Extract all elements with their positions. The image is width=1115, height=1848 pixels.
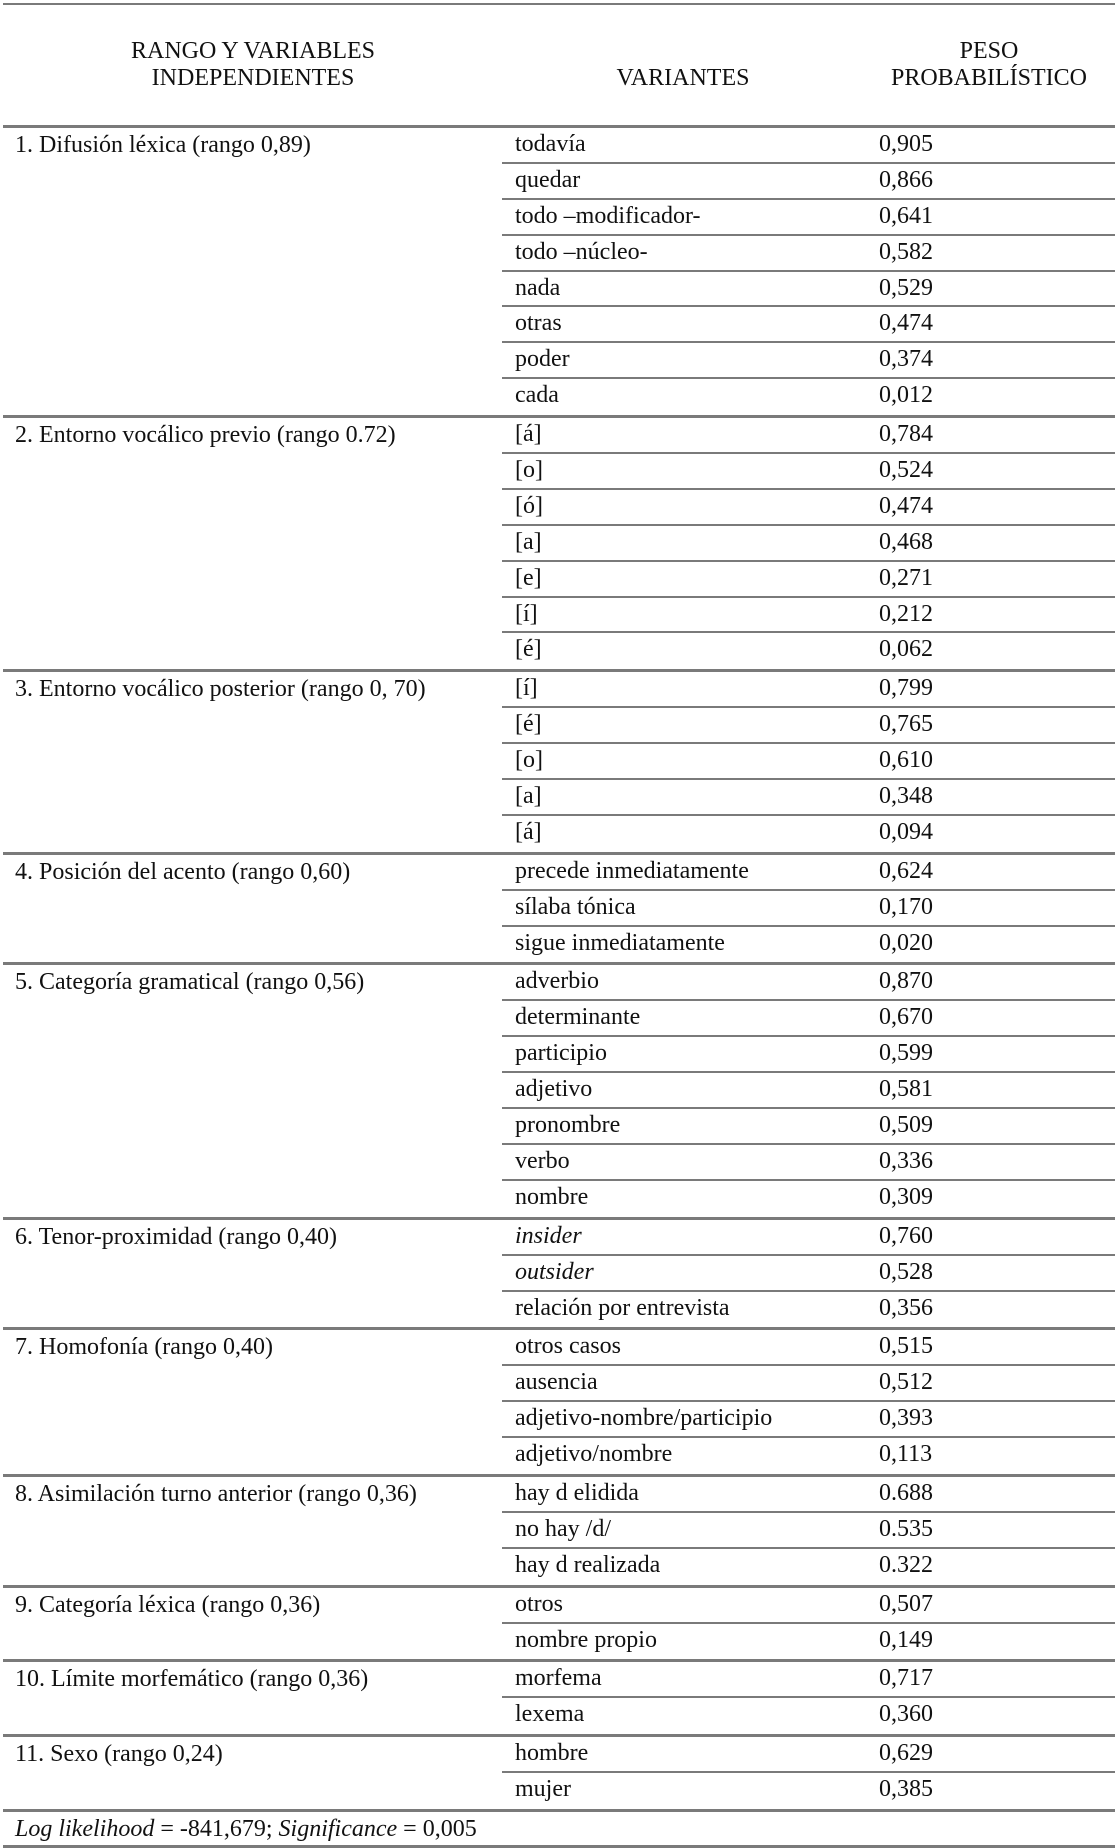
weight-cell: 0,765 [879, 711, 933, 738]
variant-cell: [á] [515, 818, 542, 845]
variable-group [3, 1220, 1115, 1331]
table-row [502, 562, 1115, 598]
weight-cell: 0,374 [879, 346, 933, 373]
weight-cell: 0,799 [879, 675, 933, 702]
weight-cell: 0,717 [879, 1665, 933, 1692]
variant-cell: verbo [515, 1147, 570, 1174]
table-row [502, 1477, 1115, 1513]
variant-cell: ausencia [515, 1369, 598, 1396]
group-label: 6. Tenor-proximidad (rango 0,40) [15, 1223, 337, 1250]
variant-cell: otras [515, 310, 562, 337]
weight-cell: 0,012 [879, 382, 933, 409]
variant-cell: hombre [515, 1740, 589, 1767]
table-row [502, 1256, 1115, 1292]
variant-cell: adjetivo [515, 1076, 593, 1103]
table-row [502, 1366, 1115, 1402]
variable-group [3, 672, 1115, 854]
group-label: 11. Sexo (rango 0,24) [15, 1741, 223, 1768]
table-row [502, 200, 1115, 236]
variant-rows [502, 1477, 1115, 1585]
table-row [502, 816, 1115, 852]
header-range-variables-line1: RANGO Y VARIABLES [130, 38, 376, 64]
variant-cell: [e] [515, 564, 542, 591]
variant-cell: sigue inmediatamente [515, 929, 725, 956]
table-row [502, 490, 1115, 526]
table-row [502, 272, 1115, 308]
variable-group [3, 1588, 1115, 1663]
table-row [502, 1513, 1115, 1549]
table-row [502, 633, 1115, 669]
variant-cell: hay d realizada [515, 1551, 661, 1578]
weight-cell: 0,512 [879, 1369, 933, 1396]
variant-cell: no hay /d/ [515, 1515, 611, 1542]
table-row [502, 236, 1115, 272]
group-label: 1. Difusión léxica (rango 0,89) [15, 132, 311, 158]
variant-cell: [é] [515, 711, 542, 738]
variant-rows [502, 1588, 1115, 1660]
header-range-variables [3, 38, 503, 92]
group-label: 9. Categoría léxica (rango 0,36) [15, 1591, 321, 1618]
variant-cell: otros casos [515, 1333, 621, 1360]
table-row [502, 672, 1115, 708]
table-row [502, 1737, 1115, 1773]
weight-cell: 0,062 [879, 636, 933, 663]
variant-cell: [a] [515, 783, 542, 810]
variant-cell: adjetivo-nombre/participio [515, 1405, 773, 1432]
variant-cell: [á] [515, 421, 542, 448]
variant-cell: mujer [515, 1776, 571, 1803]
group-label: 5. Categoría gramatical (rango 0,56) [15, 969, 365, 996]
weight-cell: 0,356 [879, 1294, 933, 1321]
variant-cell: [é] [515, 636, 542, 663]
variant-cell: todo –modificador- [515, 202, 701, 229]
weight-cell: 0,624 [879, 857, 933, 884]
variant-cell: insider [515, 1222, 582, 1249]
header-weight-line1: PESO [959, 38, 1019, 64]
group-label: 10. Límite morfemático (rango 0,36) [15, 1666, 369, 1693]
variant-cell: pronombre [515, 1112, 621, 1139]
variant-cell: relación por entrevista [515, 1294, 730, 1321]
weight-cell: 0.535 [879, 1515, 933, 1542]
variant-cell: precede inmediatamente [515, 857, 749, 884]
weight-cell: 0,468 [879, 528, 933, 555]
header-probabilistic-weight [863, 38, 1115, 92]
table-row [502, 1662, 1115, 1698]
weight-cell: 0,670 [879, 1004, 933, 1031]
weight-cell: 0,360 [879, 1701, 933, 1728]
weight-cell: 0,599 [879, 1040, 933, 1067]
weight-cell: 0,582 [879, 238, 933, 265]
table-header [3, 5, 1115, 128]
variant-cell: todo –núcleo- [515, 238, 648, 265]
variant-cell: morfema [515, 1665, 602, 1692]
variant-rows [502, 418, 1115, 669]
table-row [502, 1292, 1115, 1328]
table-row [502, 526, 1115, 562]
variant-rows [502, 855, 1115, 963]
weight-cell: 0,393 [879, 1405, 933, 1432]
significance-value: = 0,005 [397, 1815, 477, 1842]
variant-rows [502, 1330, 1115, 1474]
significance-label: Significance [278, 1815, 398, 1842]
table-row [502, 1145, 1115, 1181]
header-variants: VARIANTES [616, 65, 750, 91]
table-row [502, 164, 1115, 200]
table-row [502, 744, 1115, 780]
table-row [502, 1402, 1115, 1438]
group-label: 2. Entorno vocálico previo (rango 0.72) [15, 422, 396, 449]
variant-cell: nombre propio [515, 1626, 657, 1653]
weight-cell: 0,170 [879, 893, 933, 920]
table-row [502, 379, 1115, 415]
variant-cell: sílaba tónica [515, 893, 636, 920]
variable-group [3, 128, 1115, 418]
table-footer [3, 1812, 1115, 1848]
weight-cell: 0,020 [879, 929, 933, 956]
weight-cell: 0,212 [879, 600, 933, 627]
weight-cell: 0,094 [879, 818, 933, 845]
weight-cell: 0,760 [879, 1222, 933, 1249]
variant-cell: otros [515, 1590, 563, 1617]
variant-cell: [í] [515, 600, 538, 627]
weight-cell: 0,581 [879, 1076, 933, 1103]
weight-cell: 0,149 [879, 1626, 933, 1653]
variable-rule-table [3, 3, 1115, 1848]
table-row [502, 1698, 1115, 1734]
header-range-variables-line2: INDEPENDIENTES [151, 65, 355, 91]
variant-rows [502, 1220, 1115, 1328]
weight-cell: 0.322 [879, 1551, 933, 1578]
table-row [502, 1109, 1115, 1145]
table-row [502, 1588, 1115, 1624]
weight-cell: 0,385 [879, 1776, 933, 1803]
weight-cell: 0,529 [879, 274, 933, 301]
variant-cell: outsider [515, 1258, 594, 1285]
variant-cell: [o] [515, 457, 543, 484]
variant-cell: [a] [515, 528, 542, 555]
weight-cell: 0,113 [879, 1441, 933, 1468]
weight-cell: 0,271 [879, 564, 933, 591]
variant-rows [502, 128, 1115, 415]
table-row [502, 708, 1115, 744]
weight-cell: 0,610 [879, 747, 933, 774]
table-row [502, 927, 1115, 963]
weight-cell: 0,474 [879, 310, 933, 337]
weight-cell: 0,784 [879, 421, 933, 448]
table-row [502, 1549, 1115, 1585]
group-label: 4. Posición del acento (rango 0,60) [15, 858, 351, 885]
variable-group [3, 1737, 1115, 1812]
variant-cell: adverbio [515, 968, 599, 995]
group-label: 8. Asimilación turno anterior (rango 0,36) [15, 1480, 417, 1507]
table-row [502, 1073, 1115, 1109]
weight-cell: 0,336 [879, 1147, 933, 1174]
weight-cell: 0.688 [879, 1479, 933, 1506]
table-row [502, 1330, 1115, 1366]
variant-cell: cada [515, 382, 559, 409]
weight-cell: 0,641 [879, 202, 933, 229]
variant-rows [502, 672, 1115, 851]
table-row [502, 1773, 1115, 1809]
header-weight-line2: PROBABILÍSTICO [890, 65, 1088, 91]
weight-cell: 0,905 [879, 131, 933, 157]
variant-rows [502, 965, 1115, 1216]
table-row [502, 1438, 1115, 1474]
variant-cell: lexema [515, 1701, 585, 1728]
variable-group [3, 1662, 1115, 1737]
weight-cell: 0,474 [879, 492, 933, 519]
variant-rows [502, 1737, 1115, 1809]
weight-cell: 0,507 [879, 1590, 933, 1617]
table-row [502, 891, 1115, 927]
table-row [502, 1181, 1115, 1217]
variant-cell: nada [515, 274, 561, 301]
variant-cell: [í] [515, 675, 538, 702]
variable-group [3, 965, 1115, 1219]
table-row [502, 1624, 1115, 1660]
group-label: 3. Entorno vocálico posterior (rango 0, 70) [15, 676, 426, 703]
weight-cell: 0,309 [879, 1183, 933, 1210]
weight-cell: 0,524 [879, 457, 933, 484]
table-row [502, 418, 1115, 454]
table-row [502, 855, 1115, 891]
variant-cell: todavía [515, 131, 586, 157]
variant-cell: nombre [515, 1183, 589, 1210]
weight-cell: 0,509 [879, 1112, 933, 1139]
variant-rows [502, 1662, 1115, 1734]
table-row [502, 454, 1115, 490]
table-row [502, 598, 1115, 634]
table-row [502, 965, 1115, 1001]
weight-cell: 0,348 [879, 783, 933, 810]
variant-cell: adjetivo/nombre [515, 1441, 673, 1468]
weight-cell: 0,629 [879, 1740, 933, 1767]
table-row [502, 128, 1115, 164]
table-row [502, 343, 1115, 379]
weight-cell: 0,528 [879, 1258, 933, 1285]
variant-cell: hay d elidida [515, 1479, 639, 1506]
weight-cell: 0,870 [879, 968, 933, 995]
variable-group [3, 418, 1115, 672]
table-row [502, 1037, 1115, 1073]
variable-group [3, 1330, 1115, 1477]
log-likelihood-label: Log likelihood [15, 1815, 155, 1842]
variant-cell: poder [515, 346, 570, 373]
table-row [502, 780, 1115, 816]
weight-cell: 0,866 [879, 166, 933, 193]
variant-cell: [o] [515, 747, 543, 774]
table-row [502, 307, 1115, 343]
log-likelihood-value: = -841,679; [154, 1815, 279, 1842]
variant-cell: quedar [515, 166, 581, 193]
table-row [502, 1220, 1115, 1256]
variable-group [3, 1477, 1115, 1588]
variable-group [3, 855, 1115, 966]
variant-cell: participio [515, 1040, 607, 1067]
weight-cell: 0,515 [879, 1333, 933, 1360]
variant-cell: [ó] [515, 492, 543, 519]
table-row [502, 1001, 1115, 1037]
table-body [3, 128, 1115, 1812]
group-label: 7. Homofonía (rango 0,40) [15, 1334, 273, 1361]
variant-cell: determinante [515, 1004, 641, 1031]
